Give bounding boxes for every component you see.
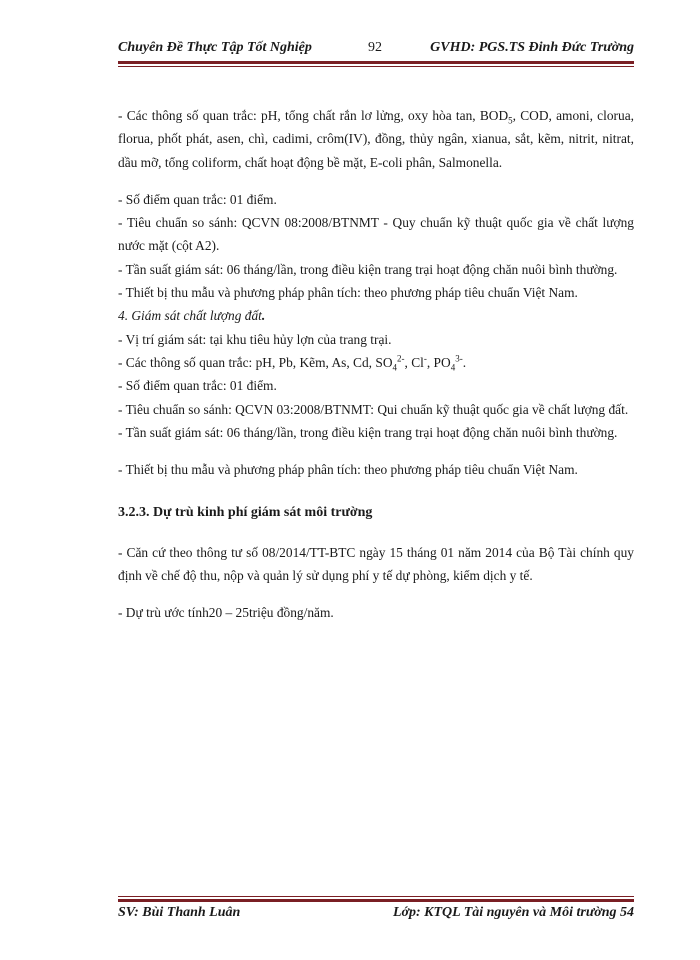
- paragraph-parameters-water: - Các thông số quan trắc: pH, tổng chất rắn lơ lửng, oxy hòa tan, $BOD_5$, COD, amoni, clorua, florua, phốt phát, asen, chì, cadimi, crôm(IV), đồng, thủy ngân, xianua, sắt, kẽm, nitrit, nitrat, dầu mỡ, tổng coliform, chất hoạt động bề mặt, E-coli phân, Salmonella.: [118, 108, 634, 170]
- footer-rule-thin: [118, 896, 634, 897]
- header-title: Chuyên Đề Thực Tập Tốt Nghiệp: [118, 40, 312, 55]
- paragraph-monitoring-points-soil: - Số điểm quan trắc: 01 điểm.: [118, 378, 277, 394]
- section-heading-soil: 4. Giám sát chất lượng đất.: [118, 308, 266, 324]
- paragraph-monitoring-points: - Số điểm quan trắc: 01 điểm.: [118, 191, 277, 207]
- paragraph-location-soil: - Vị trí giám sát: tại khu tiêu hủy lợn của trang trại.: [118, 331, 392, 347]
- paragraph-frequency-water: - Tần suất giám sát: 06 tháng/lần, trong điều kiện trang trại hoạt động chăn nuôi bình thường.: [118, 261, 618, 277]
- page-body: [118, 104, 634, 625]
- paragraph-estimate: - Dự trù ước tính20 – 25triệu đồng/năm.: [118, 605, 334, 621]
- footer-rule-thick: [118, 899, 634, 902]
- section-heading-budget: 3.2.3. Dự trù kinh phí giám sát môi trường: [118, 505, 373, 521]
- page-header: [118, 40, 634, 60]
- paragraph-equipment-soil: - Thiết bị thu mẫu và phương pháp phân tích: theo phương pháp tiêu chuẩn Việt Nam.: [118, 462, 578, 478]
- paragraph-legal-basis: - Căn cứ theo thông tư số 08/2014/TT-BTC ngày 15 tháng 01 năm 2014 của Bộ Tài chính quy định về chế độ thu, nộp và quản lý sử dụng phí y tế dự phòng, kiểm dịch y tế.: [118, 544, 634, 584]
- paragraph-standard-soil: - Tiêu chuẩn so sánh: QCVN 03:2008/BTNMT: Qui chuẩn kỹ thuật quốc gia về chất lượng đất.: [118, 401, 629, 417]
- header-rule-thick: [118, 61, 634, 64]
- paragraph-equipment-water: - Thiết bị thu mẫu và phương pháp phân tích: theo phương pháp tiêu chuẩn Việt Nam.: [118, 285, 578, 301]
- paragraph-parameters-soil: - Các thông số quan trắc: pH, Pb, Kẽm, As, Cd, $SO_4^{2-}$, Cl-, $PO_4^{3-}$.: [118, 353, 467, 373]
- page-footer: [118, 905, 634, 925]
- header-advisor: GVHD: PGS.TS Đinh Đức Trường: [430, 40, 634, 55]
- paragraph-frequency-soil: - Tần suất giám sát: 06 tháng/lần, trong điều kiện trang trại hoạt động chăn nuôi bình thường.: [118, 424, 618, 440]
- footer-student: SV: Bùi Thanh Luân: [118, 905, 241, 920]
- footer-class: Lớp: KTQL Tài nguyên và Môi trường 54: [392, 905, 634, 920]
- page-number: 92: [368, 40, 382, 55]
- header-rule-thin: [118, 66, 634, 67]
- paragraph-standard-water: - Tiêu chuẩn so sánh: QCVN 08:2008/BTNMT - Quy chuẩn kỹ thuật quốc gia về chất lượng nước mặt (cột A2).: [118, 215, 634, 254]
